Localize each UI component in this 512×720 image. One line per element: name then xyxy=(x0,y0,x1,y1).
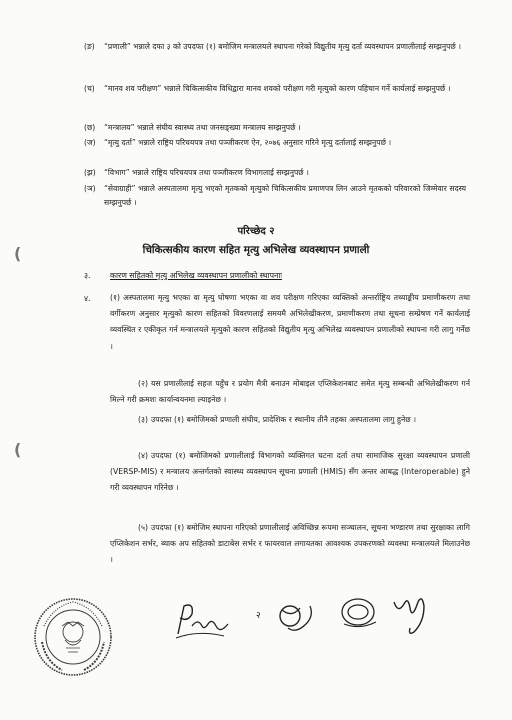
definition-label: (ज) xyxy=(84,138,96,147)
definition-text: “विभाग” भन्नाले राष्ट्रिय परिचयपत्र तथा पञ्जीकरण विभागलाई सम्झनुपर्छ । xyxy=(104,168,309,177)
definition-label: (ञ) xyxy=(84,184,96,193)
definition-text: “मृत्यु दर्ता” भन्नाले राष्ट्रिय परिचयपत्र तथा पञ्जीकरण ऐन, २०७६ अनुसार गरिने मृत्यु दर्तालाई सम्झनुपर्छ । xyxy=(104,138,392,147)
definition-item xyxy=(84,121,466,135)
definition-text: “प्रणाली” भन्नाले दफा ३ को उपदफा (१) बमोजिम मन्त्रालयले स्थापना गरेको विद्युतीय मृत्यु दर्ता व्यवस्थापन प्रणालीलाई सम्झनुपर्छ । xyxy=(104,42,462,51)
definition-label: (च) xyxy=(84,84,95,93)
binder-hole-mark: ( xyxy=(14,440,22,459)
definition-item xyxy=(84,166,466,180)
sub-paragraph-text: उपदफा (१) बमोजिमको प्रणालीलाई विभागको व्यक्तिगत घटना दर्ता तथा सामाजिक सुरक्षा व्यवस्थापन प्रणाली (VERSP-MIS) र मन्त्रालय अन्तर्गतको स्वास्थ्य व्यवस्थापन सूचना प्रणाली (HMIS) सँग अन्तर आबद्ध (Interoperable) हुने गरी व्यवस्थापन गरिनेछ । xyxy=(110,451,470,493)
sub-paragraph-text: यस प्रणालीलाई सहज पहुँच र प्रयोग मैत्री बनाउन मोबाइल एप्लिकेशनबाट समेत मृत्यु सम्बन्धी अभिलेखीकरण गर्न मिल्ने गरी क्रमशः कार्यान्वयनमा ल्याइनेछ । xyxy=(110,379,470,405)
sub-paragraph-number: (२) xyxy=(138,379,148,388)
sub-paragraph xyxy=(110,520,470,569)
sub-paragraph xyxy=(110,412,470,428)
definition-text: “मन्त्रालय” भन्नाले संघीय स्वास्थ्य तथा जनसङ्ख्या मन्त्रालय सम्झनुपर्छ । xyxy=(104,123,301,132)
sub-paragraph xyxy=(110,448,470,497)
official-seal-icon xyxy=(32,596,114,678)
binder-hole-mark: ( xyxy=(14,244,22,263)
definition-label: (ङ) xyxy=(84,42,95,51)
sub-paragraph-text: उपदफा (१) बमोजिमको प्रणाली संघीय, प्रादेशिक र स्थानीय तीनै तहका अस्पतालमा लागु हुनेछ । xyxy=(151,415,417,424)
section-number: ३. xyxy=(84,271,91,280)
chapter-number: परिच्छेद २ xyxy=(237,226,275,237)
definition-item xyxy=(84,82,466,96)
definition-text: “सेवाग्राही” भन्नाले अस्पतालमा मृत्यु भएको मृतकको मृत्युको चिकित्सकीय प्रमाणपत्र लिन आउने मृतकको परिवारको जिम्मेवार सदस्य सम्झनुपर्छ । xyxy=(104,184,466,207)
signature-2-icon xyxy=(270,598,318,638)
signature-4-icon xyxy=(388,592,432,638)
page-marker: २ xyxy=(256,611,261,621)
sub-paragraph-number: (१) xyxy=(110,293,120,302)
sub-paragraph xyxy=(110,376,470,408)
sub-paragraph-text: अस्पतालमा मृत्यु भएका वा मृत्यु घोषणा भएका वा शव परीक्षण गरिएका व्यक्तिको अन्तर्राष्ट्रिय तथ्याङ्कीय प्रमाणीकरण तथा वर्गीकरण अनुसार मृत्युको कारण सहितको विवरणलाई समयमै अभिलेखीकरण, प्रमाणीकरण तथा सूचना सम्प्रेषण गर्ने कार्यलाई व्यवस्थित र एकीकृत गर्न मन्त्रालयले मृत्युको कारण सहितको विद्युतीय मृत्यु अभिलेख व्यवस्थापन प्रणालीको स्थापना गरी लागु गर्नेछ । xyxy=(110,293,470,351)
definition-label: (झ) xyxy=(84,168,96,177)
section-heading: कारण सहितको मृत्यु अभिलेख व्यवस्थापन प्रणालीको स्थापनाः xyxy=(110,271,282,280)
sub-paragraph-number: (४) xyxy=(138,451,148,460)
sub-paragraph-number: (५) xyxy=(138,523,148,532)
sub-paragraph-number: (३) xyxy=(138,415,148,424)
chapter-title: चिकित्सकीय कारण सहित मृत्यु अभिलेख व्यवस्थापन प्रणाली xyxy=(142,244,370,256)
definition-item xyxy=(84,182,466,209)
sub-paragraph-text: उपदफा (१) बमोजिम स्थापना गरिएको प्रणालीलाई अविच्छिन्न रूपमा सञ्चालन, सूचना भण्डारण तथा सुरक्षाका लागि एप्लिकेशन सर्भर, ब्याक अप सहितको डाटाबेस सर्भर र फायरवाल लगायतका आवश्यक उपकरणको व्यवस्था मन्त्रालयले मिलाउनेछ । xyxy=(110,523,470,565)
signature-1-icon xyxy=(172,600,232,642)
definition-item xyxy=(84,136,466,150)
definition-text: “मानव शव परीक्षण” भन्नाले चिकित्सकीय विधिद्वारा मानव शवको परीक्षण गरी मृत्युको कारण पहिचान गर्ने कार्यलाई सम्झनुपर्छ । xyxy=(104,84,451,93)
section-number: ४. xyxy=(84,294,91,303)
signature-3-icon xyxy=(336,590,382,632)
definition-label: (छ) xyxy=(84,123,96,132)
definition-item xyxy=(84,40,466,54)
sub-paragraph xyxy=(110,290,470,355)
